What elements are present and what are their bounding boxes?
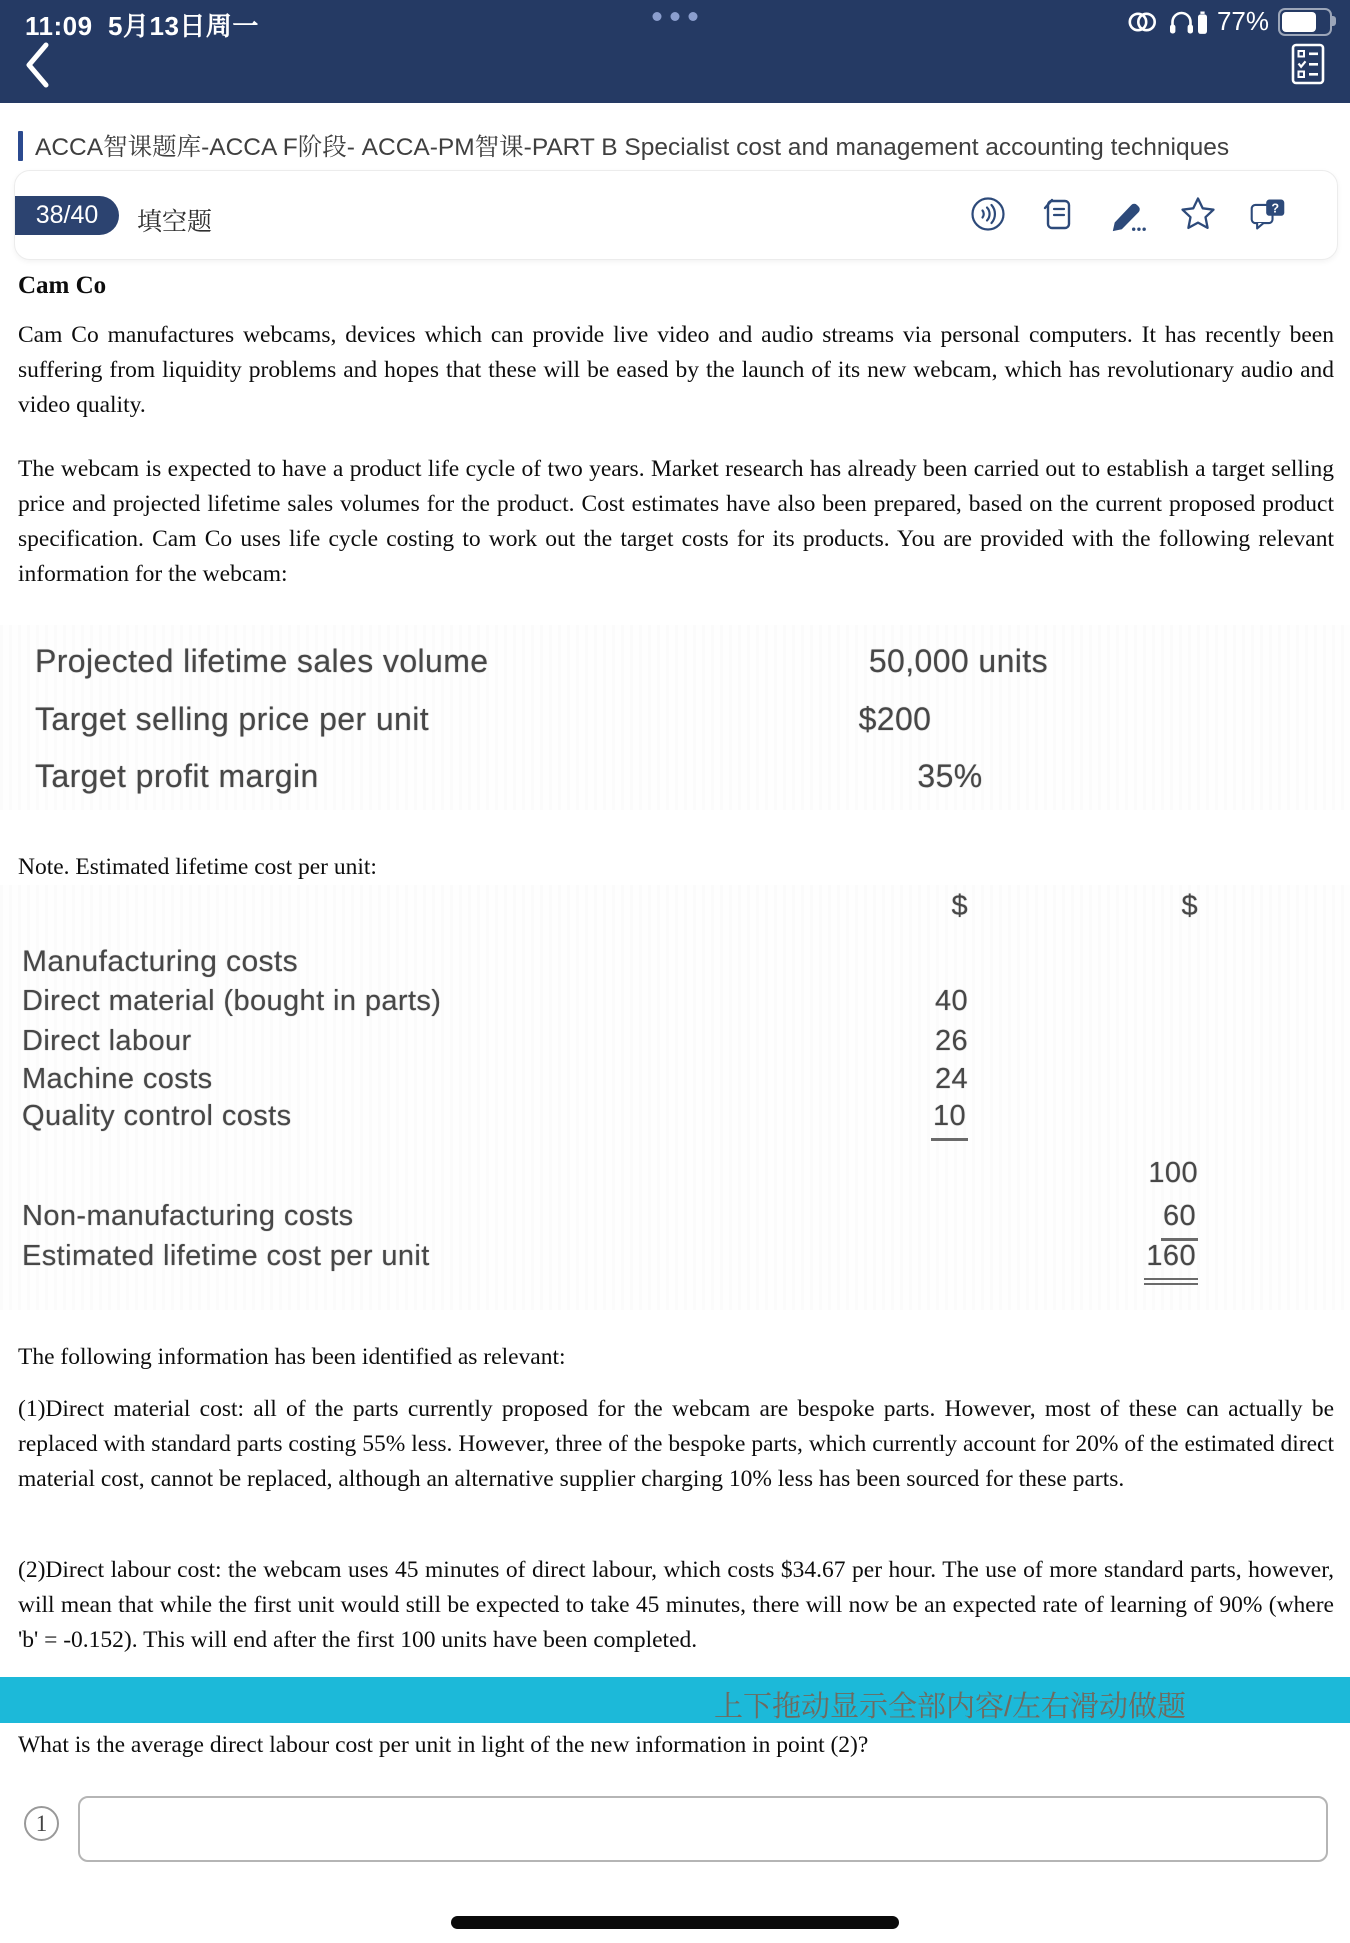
battery-icon [1278,8,1332,36]
question-header-card [14,170,1338,260]
note-line: Note. Estimated lifetime cost per unit: [18,854,377,880]
intro-paragraph: Cam Co manufactures webcams, devices which can provide live video and audio streams via personal computers. It has recently been suffering from liquidity problems and hopes that these will be eased by the launch of its new webcam, which has revolutionary audio and video quality. [18,322,1334,418]
relevant-intro-line: The following information has been identified as relevant: [18,1344,566,1370]
answer-index-circle: 1 [24,1806,59,1841]
col2-dollar-header: $ [1181,890,1198,922]
scroll-hint-banner [0,1677,1350,1723]
question-type-label: 填空题 [137,208,213,236]
course-title: ACCA智课题库-ACCA F阶段- ACCA-PM智课-PART B Specialist cost and management accounting techniques [35,134,1230,161]
ask-question-icon[interactable] [1249,195,1287,233]
cost-table-exhibit: $ $ Manufacturing costs Direct material (bought in parts) 40 Direct labour 26 Machine costs 24 Quality control costs 10 100 Non-manufacturing costs 60 Estimated lifetime cost per unit 160 [0,885,1350,1310]
favorite-star-icon[interactable] [1179,195,1217,233]
top-navy-bar [0,0,1350,103]
lifetime-info-exhibit [0,625,1350,810]
info-label: Target selling price per unit [35,701,430,737]
title-accent-bar [18,131,23,161]
draft-pencil-icon[interactable] [1109,195,1147,233]
lifecycle-paragraph: The webcam is expected to have a product life cycle of two years. Market research has already been carried out to establish a target selling price and projected lifetime sales volumes for the product. Cost estimates have also been prepared, based on the current proposed product specification. Cam Co uses life cycle costing to work out the target costs for its products. You are provided with the following relevant information for the webcam: [18,456,1334,587]
svg-text:?: ? [1271,201,1280,216]
status-icons [1125,6,1332,37]
headphone-battery-icon [1197,11,1208,35]
home-indicator[interactable] [451,1916,899,1929]
question-number-badge: 38/40 [15,196,119,235]
status-time-date [25,6,259,43]
question-prompt: What is the average direct labour cost per unit in light of the new information in point (2)? [18,1732,869,1758]
status-time: 11:09 [25,11,93,41]
point-2-paragraph: (2)Direct labour cost: the webcam uses 45 minutes of direct labour, which costs $34.67 per hour. The use of more standard parts, however, will mean that while the first unit would still be expected to take 45 minutes, there will now be an expected rate of learning of 90% (where 'b' = -0.152). This will end after the first 100 units have been completed. [18,1557,1334,1653]
answer-sheet-icon[interactable] [1288,42,1328,86]
question-toolbar [969,195,1287,233]
point-1-paragraph: (1)Direct material cost: all of the parts currently proposed for the webcam are bespoke parts. However, most of these can actually be replaced with standard parts costing 55% less. However, three of the bespoke parts, which currently account for 20% of the estimated direct material cost, cannot be replaced, although an alternative supplier charging 10% less has been sourced for these parts. [18,1396,1334,1492]
info-value: 50,000 units [868,643,1048,679]
listen-audio-icon[interactable] [969,195,1007,233]
hotspot-icon [1125,9,1159,35]
battery-percent: 77% [1216,6,1269,36]
col1-dollar-header: $ [951,890,968,922]
status-date: 5月13日周一 [108,11,259,41]
info-value: $200 [858,701,932,737]
company-heading: Cam Co [18,272,107,299]
headphones-icon [1168,9,1208,35]
notes-icon[interactable] [1039,195,1077,233]
info-value: 35% [917,758,983,794]
info-label: Target profit margin [35,758,319,794]
back-button[interactable] [22,40,52,90]
answer-input[interactable] [78,1796,1328,1862]
info-label: Projected lifetime sales volume [35,643,489,679]
scroll-hint-text: 上下拖动显示全部内容/左右滑动做题 [713,1691,1187,1723]
multitask-dots-icon [653,12,698,21]
breadcrumb [18,128,1338,163]
